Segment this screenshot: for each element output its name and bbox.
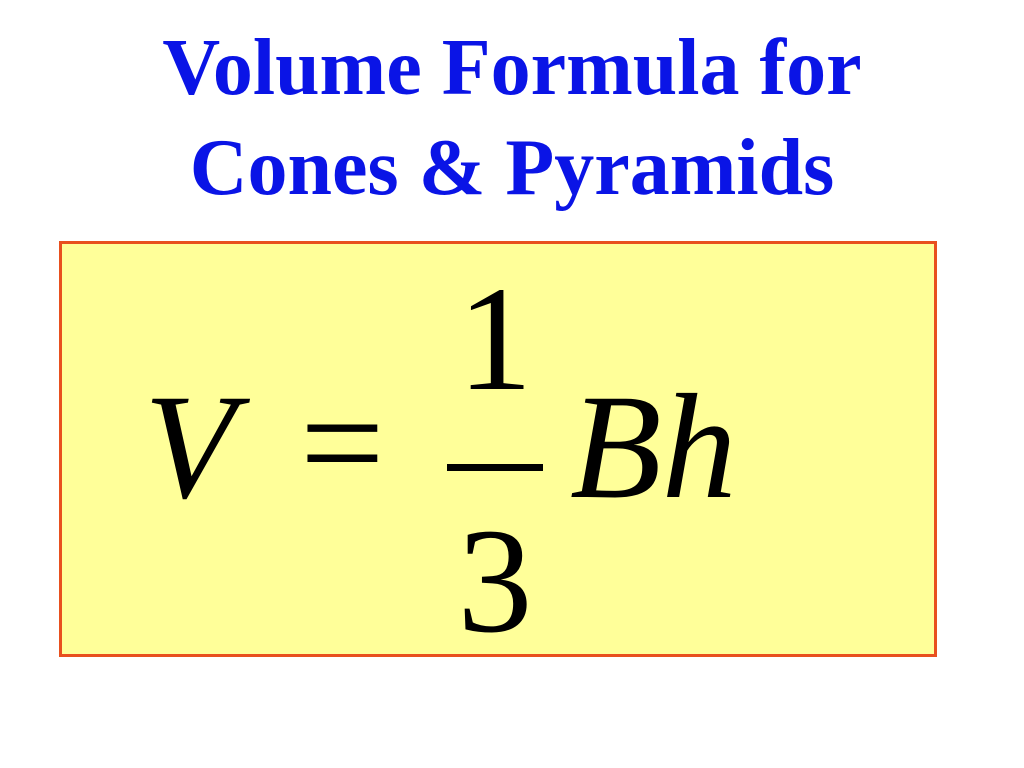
formula-box [59,241,937,664]
fraction-denominator: 3 [457,498,533,664]
formula-equals-sign: = [300,360,385,526]
title-line-2: Cones & Pyramids [189,124,835,212]
title-line-1: Volume Formula for [162,24,862,112]
fraction-numerator: 1 [457,256,533,422]
volume-formula [62,244,940,664]
fraction-bar [447,464,543,471]
formula-base-height: Bh [570,364,737,530]
slide-title [0,18,1024,218]
formula-volume-variable: V [144,364,236,530]
